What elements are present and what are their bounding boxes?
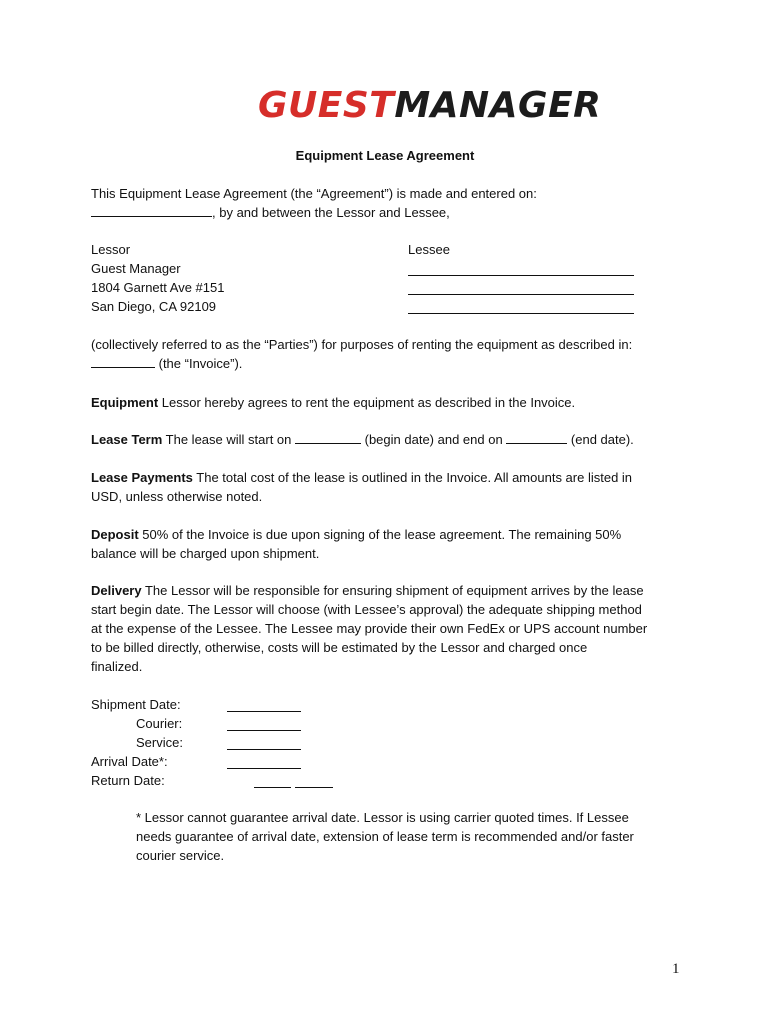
lessee-heading: Lessee (408, 242, 450, 257)
equipment-heading: Equipment (91, 395, 159, 410)
collective-line-1: (collectively referred to as the “Parties”) for purposes of renting the equipment as described in: (91, 337, 633, 352)
lease-payments-line-2: USD, unless otherwise noted. (91, 489, 263, 504)
page-number: 1 (672, 961, 680, 977)
delivery-line-1: The Lessor will be responsible for ensuring shipment of equipment arrives by the lease (141, 583, 644, 598)
logo-guest-text: GUEST (258, 85, 395, 126)
collective-line-2-text: (the “Invoice”). (155, 356, 243, 371)
lessor-address-1: 1804 Garnett Ave #151 (91, 280, 225, 295)
intro-line-1: This Equipment Lease Agreement (the “Agreement”) is made and entered on: (91, 186, 537, 201)
agreement-date-blank[interactable] (91, 204, 212, 217)
document-title: Equipment Lease Agreement (295, 148, 475, 163)
return-date-blank-1[interactable] (254, 775, 291, 788)
arrival-date-label: Arrival Date*: (91, 754, 168, 769)
shipment-date-row (91, 695, 391, 714)
lease-payments-heading: Lease Payments (91, 470, 193, 485)
shipment-fields (91, 695, 391, 790)
lessee-column (408, 240, 450, 316)
arrival-date-row (91, 752, 391, 771)
lease-term-text-a: The lease will start on (162, 432, 296, 447)
equipment-text: Lessor hereby agrees to rent the equipment as described in the Invoice. (158, 395, 576, 410)
service-row (91, 733, 391, 752)
delivery-line-5: finalized. (91, 659, 143, 674)
lessor-name: Guest Manager (91, 261, 181, 276)
deposit-section (91, 525, 681, 563)
courier-label: Courier: (136, 716, 183, 731)
deposit-heading: Deposit (91, 527, 139, 542)
lessee-blank-2[interactable] (408, 282, 634, 295)
collective-paragraph (91, 335, 681, 373)
lessee-blank-1[interactable] (408, 263, 634, 276)
intro-paragraph (91, 184, 681, 222)
lease-term-text-b: (begin date) and end on (361, 432, 507, 447)
lessee-line-3 (408, 297, 450, 316)
note-line-2: needs guarantee of arrival date, extension of lease term is recommended and/or faster (136, 829, 634, 844)
lessor-heading: Lessor (91, 242, 131, 257)
service-blank[interactable] (227, 737, 301, 750)
return-date-label: Return Date: (91, 773, 165, 788)
lessee-line-1 (408, 259, 450, 278)
delivery-line-3: at the expense of the Lessee. The Lessee may provide their own FedEx or UPS account number (91, 621, 648, 636)
begin-date-blank[interactable] (295, 431, 361, 444)
lease-term-heading: Lease Term (91, 432, 163, 447)
arrival-date-blank[interactable] (227, 756, 301, 769)
invoice-number-blank[interactable] (91, 355, 155, 368)
lease-payments-section (91, 468, 681, 506)
intro-line-2-text: , by and between the Lessor and Lessee, (212, 205, 450, 220)
note-line-1: * Lessor cannot guarantee arrival date. Lessor is using carrier quoted times. If Lessee (136, 810, 629, 825)
equipment-section (91, 393, 681, 412)
lease-term-section (91, 430, 681, 449)
guest-manager-logo (258, 84, 601, 128)
collective-line-2 (91, 354, 681, 373)
end-date-blank[interactable] (506, 431, 567, 444)
lease-payments-line-1: The total cost of the lease is outlined in the Invoice. All amounts are listed in (192, 470, 633, 485)
lessee-line-2 (408, 278, 450, 297)
courier-blank[interactable] (227, 718, 301, 731)
courier-row (91, 714, 391, 733)
delivery-heading: Delivery (91, 583, 142, 598)
logo-manager-text: MANAGER (394, 85, 602, 126)
return-date-blank-2[interactable] (295, 775, 333, 788)
delivery-line-2: start begin date. The Lessor will choose (with Lessee’s approval) the adequate shipping method (91, 602, 642, 617)
shipment-date-blank[interactable] (227, 699, 301, 712)
deposit-line-1: 50% of the Invoice is due upon signing of the lease agreement. The remaining 50% (138, 527, 622, 542)
lessee-blank-3[interactable] (408, 301, 634, 314)
arrival-note (136, 808, 681, 865)
lease-term-text-c: (end date). (567, 432, 634, 447)
lessor-column (91, 240, 224, 316)
intro-line-2 (91, 203, 681, 222)
deposit-line-2: balance will be charged upon shipment. (91, 546, 320, 561)
service-label: Service: (136, 735, 183, 750)
delivery-line-4: to be billed directly, otherwise, costs will be estimated by the Lessor and charged once (91, 640, 588, 655)
lessor-address-2: San Diego, CA 92109 (91, 299, 217, 314)
delivery-section (91, 581, 681, 676)
note-line-3: courier service. (136, 848, 225, 863)
shipment-date-label: Shipment Date: (91, 697, 181, 712)
return-date-row (91, 771, 391, 790)
